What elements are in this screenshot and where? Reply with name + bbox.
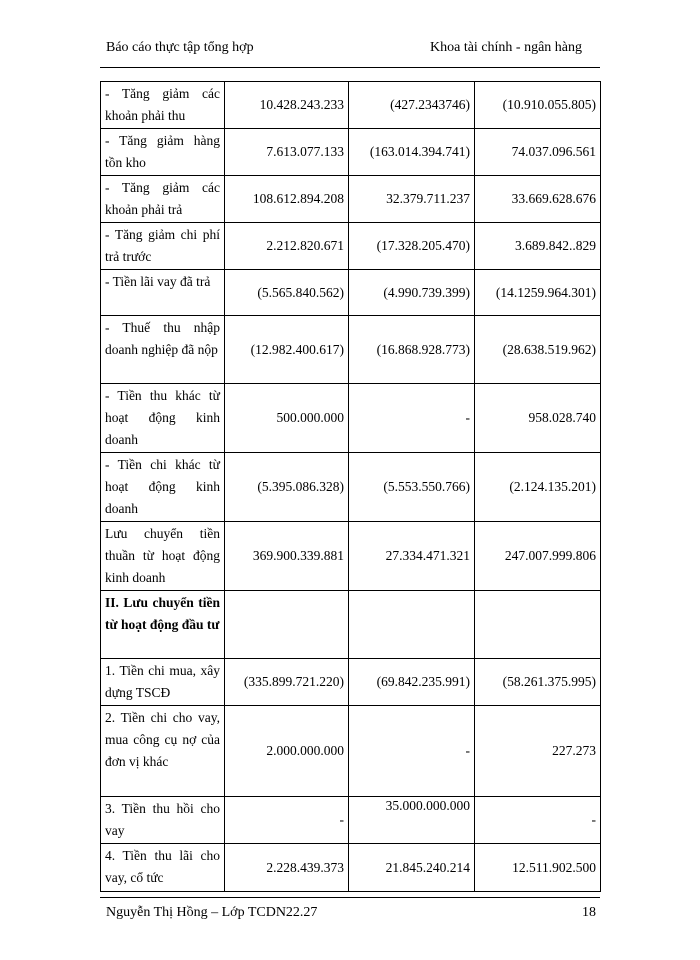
value-cell: 369.900.339.881: [225, 522, 349, 591]
row-label: - Tăng giảm chi phí trả trước: [101, 223, 225, 270]
value-cell: (5.565.840.562): [225, 270, 349, 316]
row-label: 1. Tiền chi mua, xây dựng TSCĐ: [101, 659, 225, 706]
value-cell: 12.511.902.500: [475, 844, 601, 892]
row-label: - Tiền chi khác từ hoạt động kinh doanh: [101, 453, 225, 522]
value-cell: (12.982.400.617): [225, 316, 349, 384]
running-header-right: Khoa tài chính - ngân hàng: [430, 40, 583, 55]
running-footer-author: Nguyễn Thị Hồng – Lớp TCDN22.27: [106, 905, 318, 920]
value-cell: (16.868.928.773): [349, 316, 475, 384]
value-cell: 958.028.740: [475, 384, 601, 453]
section-heading: II. Lưu chuyển tiền từ hoạt động đầu tư: [101, 591, 225, 659]
table-row: [101, 176, 601, 223]
value-cell: -: [349, 706, 475, 797]
header-rule: [100, 67, 600, 68]
value-cell: 247.007.999.806: [475, 522, 601, 591]
value-cell: 227.273: [475, 706, 601, 797]
value-cell: 74.037.096.561: [475, 129, 601, 176]
table-row: [101, 844, 601, 892]
value-cell: [225, 591, 349, 659]
row-label: - Tăng giảm các khoản phải trả: [101, 176, 225, 223]
footer-rule: [100, 897, 600, 898]
value-cell: (2.124.135.201): [475, 453, 601, 522]
row-label: - Tiền lãi vay đã trả: [101, 270, 225, 316]
value-cell: -: [475, 797, 601, 844]
value-cell: (10.910.055.805): [475, 82, 601, 129]
value-cell: 32.379.711.237: [349, 176, 475, 223]
section-heading-row: [101, 591, 601, 659]
value-cell: (4.990.739.399): [349, 270, 475, 316]
value-cell: (335.899.721.220): [225, 659, 349, 706]
row-label: - Tăng giảm các khoản phải thu: [101, 82, 225, 129]
value-cell: 2.228.439.373: [225, 844, 349, 892]
row-label: 2. Tiền chi cho vay, mua công cụ nợ của đơn vị khác: [101, 706, 225, 797]
value-cell: (17.328.205.470): [349, 223, 475, 270]
value-cell: (163.014.394.741): [349, 129, 475, 176]
cash-flow-table: [100, 81, 601, 892]
value-cell: 21.845.240.214: [349, 844, 475, 892]
running-header-left: Báo cáo thực tập tổng hợp: [106, 40, 254, 55]
table-row: [101, 706, 601, 797]
value-cell: 35.000.000.000: [349, 797, 475, 844]
value-cell: 108.612.894.208: [225, 176, 349, 223]
value-cell: 7.613.077.133: [225, 129, 349, 176]
value-cell: [349, 591, 475, 659]
row-label: Lưu chuyển tiền thuần từ hoạt động kinh doanh: [101, 522, 225, 591]
table-row: [101, 384, 601, 453]
table-row: [101, 270, 601, 316]
value-cell: -: [349, 384, 475, 453]
table-row: [101, 659, 601, 706]
value-cell: -: [225, 797, 349, 844]
value-cell: (69.842.235.991): [349, 659, 475, 706]
row-label: 3. Tiền thu hồi cho vay: [101, 797, 225, 844]
value-cell: [475, 591, 601, 659]
value-cell: (5.553.550.766): [349, 453, 475, 522]
row-label: - Tiền thu khác từ hoạt động kinh doanh: [101, 384, 225, 453]
table-row: [101, 82, 601, 129]
value-cell: (427.2343746): [349, 82, 475, 129]
value-cell: 10.428.243.233: [225, 82, 349, 129]
row-label: - Tăng giảm hàng tồn kho: [101, 129, 225, 176]
table-row: [101, 316, 601, 384]
value-cell: 2.212.820.671: [225, 223, 349, 270]
page-number: 18: [582, 905, 596, 920]
value-cell: (14.1259.964.301): [475, 270, 601, 316]
value-cell: (5.395.086.328): [225, 453, 349, 522]
value-cell: (28.638.519.962): [475, 316, 601, 384]
row-label: 4. Tiền thu lãi cho vay, cổ tức: [101, 844, 225, 892]
table-row: [101, 522, 601, 591]
value-cell: 3.689.842..829: [475, 223, 601, 270]
table-row: [101, 223, 601, 270]
row-label: - Thuế thu nhập doanh nghiệp đã nộp: [101, 316, 225, 384]
value-cell: 33.669.628.676: [475, 176, 601, 223]
table-row: [101, 129, 601, 176]
value-cell: 500.000.000: [225, 384, 349, 453]
table-row: [101, 797, 601, 844]
value-cell: 2.000.000.000: [225, 706, 349, 797]
table-row: [101, 453, 601, 522]
value-cell: 27.334.471.321: [349, 522, 475, 591]
value-cell: (58.261.375.995): [475, 659, 601, 706]
